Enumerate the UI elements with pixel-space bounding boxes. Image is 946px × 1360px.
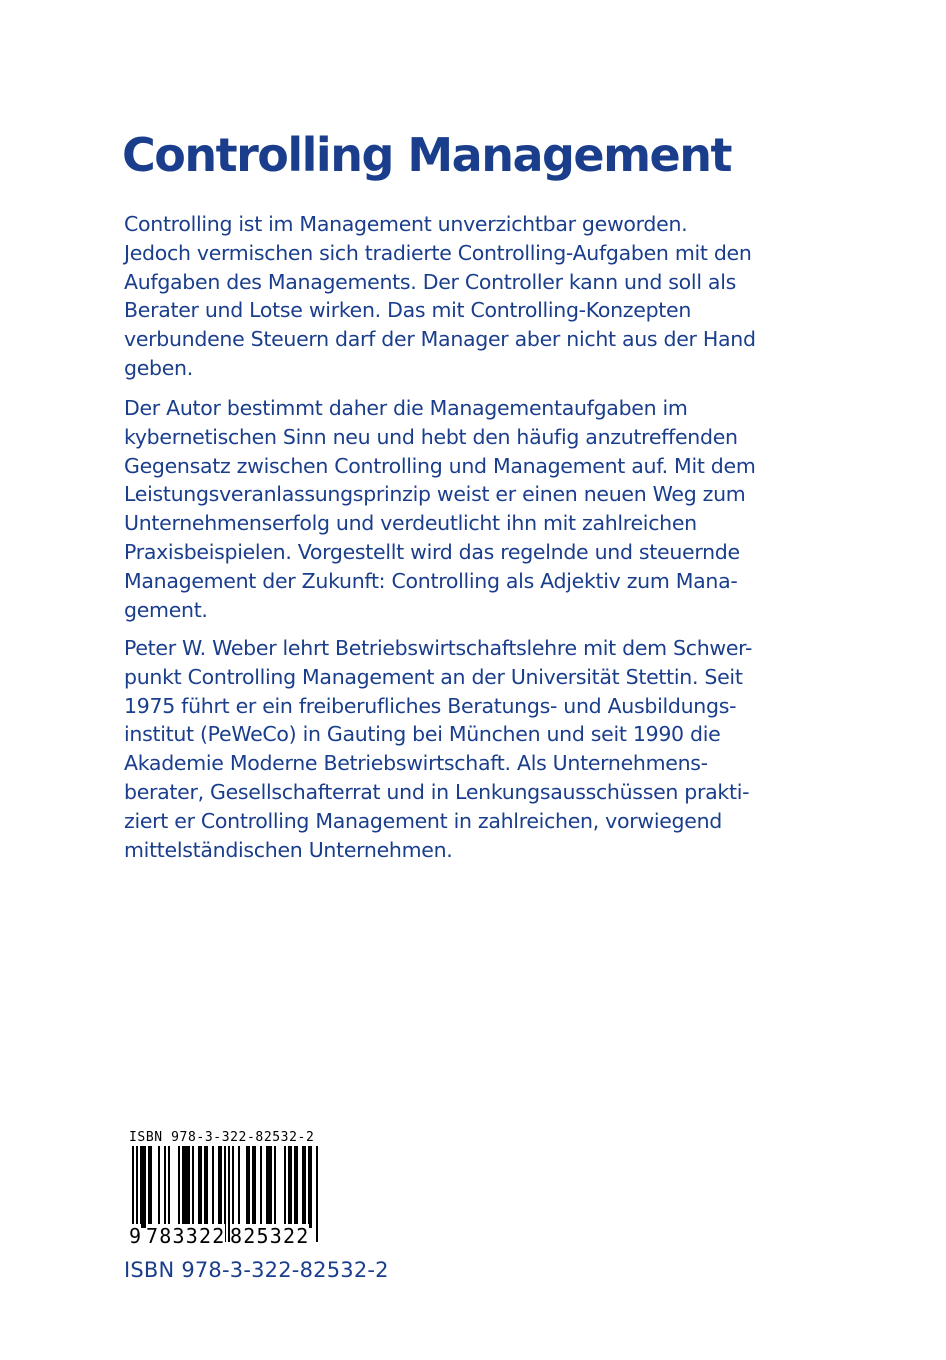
text-line: Controlling ist im Management unverzichtbar geworden. xyxy=(124,212,688,236)
barcode-bar xyxy=(192,1146,194,1228)
text-line: berater, Gesellschafterrat und in Lenkungsausschüssen prakti- xyxy=(124,779,750,804)
text-line: geben. xyxy=(124,355,193,380)
text-line: institut (PeWeCo) in Gauting bei München und seit 1990 die xyxy=(124,722,721,747)
barcode-bar xyxy=(316,1146,318,1242)
text-line: punkt Controlling Management an der Universität Stettin. Seit xyxy=(124,664,743,689)
barcode-bar xyxy=(182,1146,184,1228)
barcode-bar xyxy=(158,1146,160,1228)
barcode-bar xyxy=(288,1146,290,1228)
isbn-number: ISBN 978-3-322-82532-2 xyxy=(124,1258,389,1282)
barcode-bar xyxy=(296,1146,298,1228)
barcode-bar xyxy=(248,1146,250,1228)
barcode-bar xyxy=(274,1146,276,1228)
barcode-bar xyxy=(260,1146,262,1228)
barcode-bar xyxy=(290,1146,292,1228)
text-line: ziert er Controlling Management in zahlreichen, vorwiegend xyxy=(124,808,722,833)
text-line: Berater und Lotse wirken. Das mit Controlling-Konzepten xyxy=(124,298,692,323)
book-title: Controlling Management xyxy=(122,128,731,182)
text-line: mittelständischen Unternehmen. xyxy=(124,837,453,862)
barcode-bar xyxy=(302,1146,304,1228)
text-line: verbundene Steuern darf der Manager aber nicht aus der Hand xyxy=(124,327,756,352)
text-line: Management der Zukunft: Controlling als Adjektiv zum Mana- xyxy=(124,568,738,593)
barcode-bar xyxy=(148,1146,150,1228)
text-line: Der Autor bestimmt daher die Managementaufgaben im xyxy=(124,396,688,420)
author-bio-paragraph xyxy=(124,634,752,864)
barcode-bar xyxy=(164,1146,166,1228)
barcode-bar xyxy=(246,1146,248,1228)
barcode-bar xyxy=(184,1146,186,1228)
barcode-bar xyxy=(254,1146,256,1228)
barcode-bar xyxy=(308,1146,310,1228)
barcode-bar xyxy=(144,1146,146,1228)
barcode-left-digits: 783322 xyxy=(146,1224,226,1248)
barcode-bar xyxy=(232,1146,234,1228)
text-line: kybernetischen Sinn neu und hebt den häufig anzutreffenden xyxy=(124,424,738,449)
barcode-bar xyxy=(294,1146,296,1228)
barcode-isbn-label: ISBN 978-3-322-82532-2 xyxy=(129,1130,315,1145)
barcode-bar xyxy=(178,1146,180,1228)
description-paragraph-1 xyxy=(124,210,756,383)
barcode-bar xyxy=(220,1146,222,1228)
barcode-bar xyxy=(266,1146,268,1228)
barcode-bar xyxy=(284,1146,286,1228)
barcode-bar xyxy=(268,1146,270,1228)
text-line: Peter W. Weber lehrt Betriebswirtschaftslehre mit dem Schwer- xyxy=(124,636,753,660)
barcode-bar xyxy=(142,1146,144,1228)
text-line: 1975 führt er ein freiberufliches Beratungs- und Ausbildungs- xyxy=(124,693,737,718)
text-line: Unternehmenserfolg und verdeutlicht ihn mit zahlreichen xyxy=(124,511,697,536)
barcode-bar xyxy=(168,1146,170,1228)
barcode-bar xyxy=(238,1146,240,1228)
barcode-bar xyxy=(204,1146,206,1228)
barcode-bar xyxy=(270,1146,272,1228)
barcode-bar xyxy=(206,1146,208,1228)
text-line: gement. xyxy=(124,597,208,622)
barcode-lead-digit: 9 xyxy=(129,1224,142,1248)
barcode-bar xyxy=(218,1146,220,1228)
barcode-bar xyxy=(310,1146,312,1228)
barcode-bar xyxy=(212,1146,214,1228)
barcode-bar xyxy=(188,1146,190,1228)
barcode-bar xyxy=(150,1146,152,1228)
text-line: Akademie Moderne Betriebswirtschaft. Als Unternehmens- xyxy=(124,751,708,776)
barcode-bar xyxy=(186,1146,188,1228)
barcode-bar xyxy=(140,1146,142,1228)
barcode-bar xyxy=(304,1146,306,1228)
text-line: Jedoch vermischen sich tradierte Controlling-Aufgaben mit den xyxy=(124,240,752,265)
barcode-bar xyxy=(198,1146,200,1228)
text-line: Aufgaben des Managements. Der Controller kann und soll als xyxy=(124,269,736,294)
text-line: Gegensatz zwischen Controlling und Management auf. Mit dem xyxy=(124,453,756,478)
text-line: Praxisbeispielen. Vorgestellt wird das regelnde und steuernde xyxy=(124,539,740,564)
barcode-bar xyxy=(200,1146,202,1228)
text-line: Leistungsveranlassungsprinzip weist er einen neuen Weg zum xyxy=(124,482,746,507)
barcode-right-digits: 825322 xyxy=(230,1224,310,1248)
description-paragraph-2 xyxy=(124,394,756,624)
barcode-bar xyxy=(252,1146,254,1228)
